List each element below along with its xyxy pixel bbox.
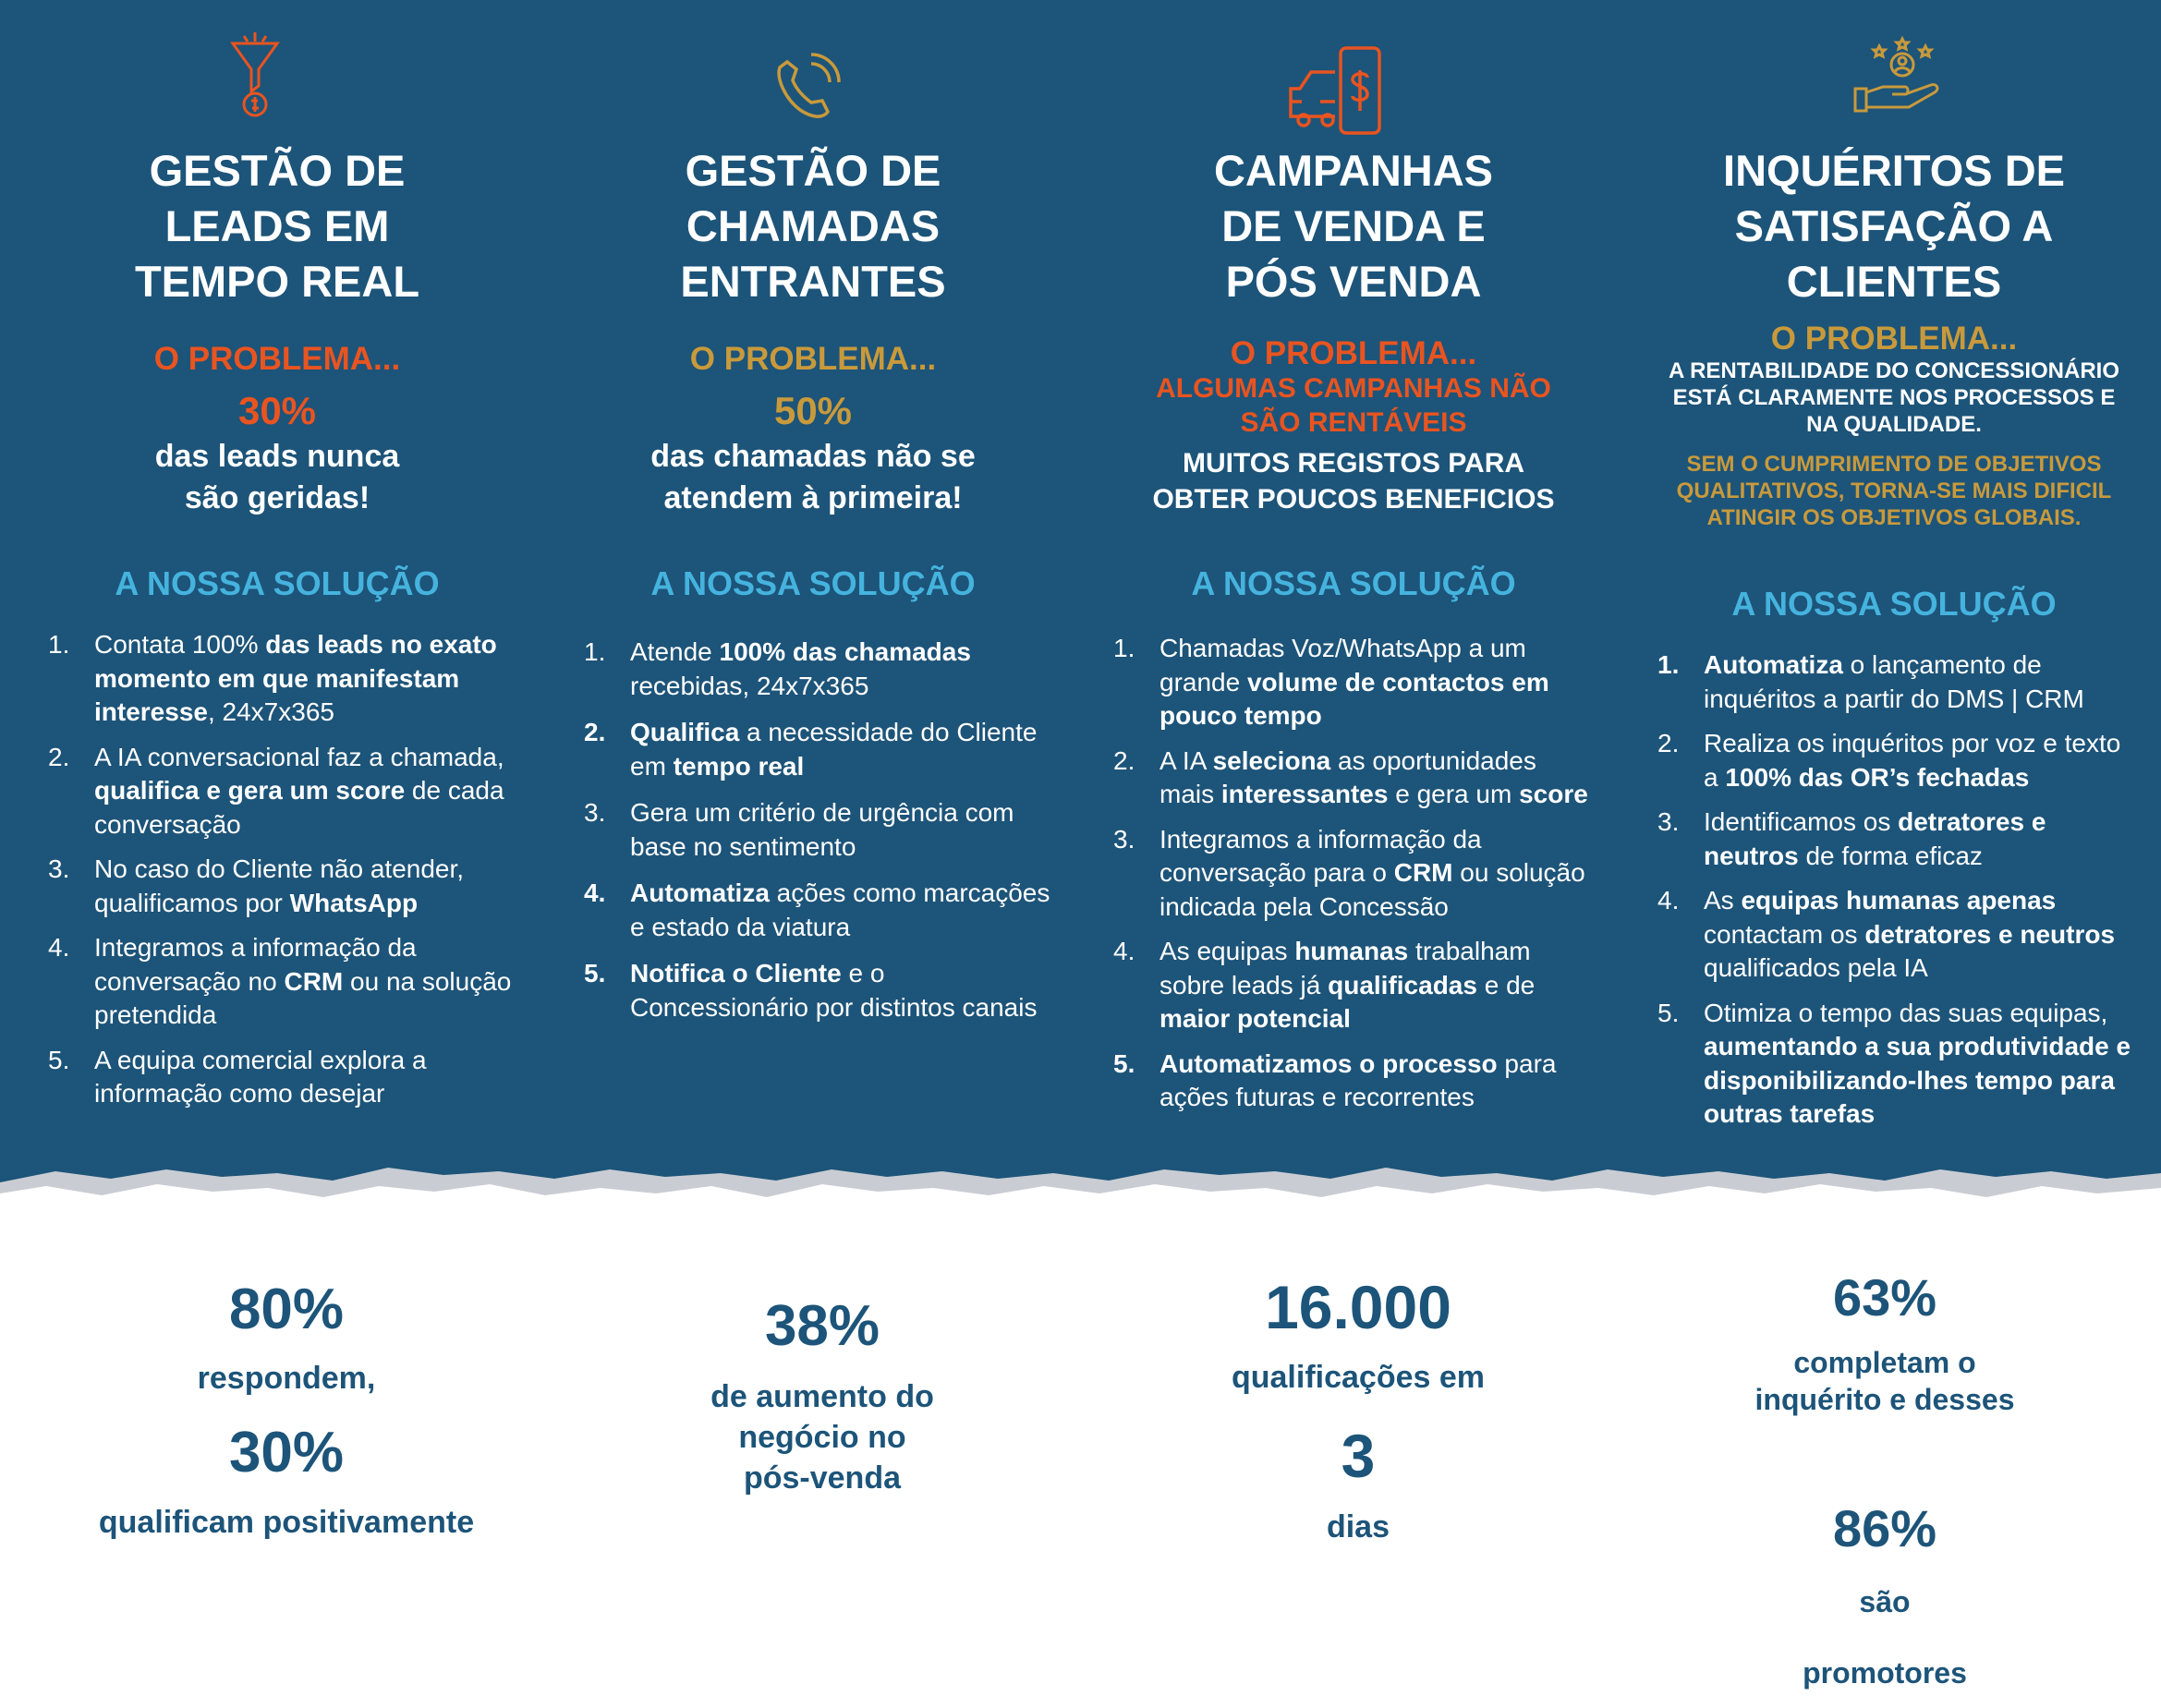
- solution-item-number: 1.: [1657, 650, 1680, 679]
- solution-heading: A NOSSA SOLUÇÃO: [1191, 564, 1516, 602]
- solution-item-text: Identificamos os detratores e neutros de forma eficaz: [1704, 807, 2046, 870]
- section-title: GESTÃO DE LEADS EM TEMPO REAL: [134, 146, 420, 306]
- solution-item-number: 5.: [48, 1045, 70, 1074]
- solution-item: [584, 796, 1064, 864]
- stat-label-secondary: qualificam positivamente: [98, 1505, 475, 1540]
- problem-label: O PROBLEMA...: [689, 341, 937, 377]
- solution-item-number: 3.: [1113, 824, 1135, 854]
- solution-item-number: 4.: [48, 933, 70, 962]
- solution-item-text: Gera um critério de urgência com base no sentimento: [630, 798, 1014, 861]
- solution-list: [48, 628, 528, 1111]
- hand-rating-icon: [1851, 37, 1953, 117]
- problem-percent: 50%: [773, 389, 853, 432]
- solution-item-number: 3.: [1657, 807, 1680, 836]
- stat-percent: 63%: [1832, 1268, 1937, 1326]
- problem-label: O PROBLEMA...: [1770, 321, 2018, 357]
- column-leads: [37, 0, 517, 1201]
- funnel-money-icon: [227, 32, 283, 125]
- solution-item-text: As equipas humanas apenas contactam os detratores e neutros qualificados pela IA: [1704, 886, 2116, 982]
- solution-item-text: A IA seleciona as oportunidades mais interessantes e gera um score: [1159, 745, 1588, 808]
- problem-text: MUITOS REGISTOS PARA OBTER POUCOS BENEFICIOS: [1152, 448, 1555, 515]
- solution-item-number: 2.: [1113, 745, 1135, 775]
- solution-item-text: A IA conversacional faz a chamada, qualifica e gera um score de cada conversação: [94, 742, 504, 839]
- stat-leads: [65, 1261, 508, 1558]
- solution-item: [48, 741, 528, 842]
- solution-item: [1113, 823, 1594, 925]
- problem-percent: 30%: [237, 389, 317, 432]
- solution-item: [48, 853, 528, 920]
- solution-item-number: 2.: [48, 742, 70, 771]
- column-calls: [573, 0, 1053, 1201]
- solution-item-number: 5.: [584, 959, 606, 987]
- solution-heading: A NOSSA SOLUÇÃO: [650, 564, 976, 602]
- solution-item-text: A equipa comercial explora a informação como desejar: [94, 1045, 427, 1108]
- solution-item-text: As equipas humanas trabalham sobre leads já qualificadas e de maior potencial: [1159, 937, 1536, 1033]
- solution-item-number: 2.: [584, 718, 606, 746]
- solution-heading: A NOSSA SOLUÇÃO: [115, 564, 440, 602]
- phone-call-icon: [769, 51, 843, 129]
- solution-item-text: Realiza os inquéritos por voz e texto a 100% das OR’s fechadas: [1704, 729, 2121, 792]
- solution-item-number: 3.: [584, 798, 606, 827]
- problem-text-highlight: SEM O CUMPRIMENTO DE OBJETIVOS QUALITATIVOS, TORNA-SE MAIS DIFICIL ATINGIR OS OBJETIVOS GLOBAIS.: [1676, 452, 2112, 530]
- solution-item: [48, 628, 528, 730]
- solution-item: [1657, 727, 2138, 794]
- solution-list: [1113, 632, 1594, 1115]
- stat-label: completam o inquérito e desses: [1754, 1346, 2015, 1416]
- solution-item-text: Atende 100% das chamadas recebidas, 24x7x365: [630, 637, 971, 700]
- section-title: GESTÃO DE CHAMADAS ENTRANTES: [680, 146, 946, 306]
- solution-item-number: 1.: [1113, 634, 1135, 662]
- column-surveys: [1654, 0, 2134, 1201]
- solution-item-text: Automatiza ações como marcações e estado da viatura: [630, 878, 1050, 941]
- car-phone-dollar-icon: [1287, 44, 1389, 141]
- solution-item: [1657, 806, 2138, 873]
- problem-subtitle: ALGUMAS CAMPANHAS NÃO SÃO RENTÁVEIS: [1156, 373, 1551, 438]
- column-campaigns: [1113, 0, 1594, 1201]
- solution-list: [584, 636, 1064, 1024]
- solution-item-text: No caso do Cliente não atender, qualificamos por WhatsApp: [94, 854, 465, 917]
- stat-calls: [601, 1277, 1044, 1515]
- stat-surveys: [1663, 1252, 2106, 1708]
- solution-item-number: 5.: [1113, 1048, 1135, 1078]
- stat-label-secondary: promotores: [1803, 1656, 1967, 1690]
- solution-item-number: 2.: [1657, 729, 1680, 757]
- problem-text: das leads nunca são geridas!: [154, 439, 400, 515]
- solution-item: [584, 636, 1064, 703]
- stat-percent-secondary: 86%: [1832, 1499, 1937, 1557]
- solution-item-number: 4.: [584, 878, 606, 907]
- solution-item: [1113, 1048, 1594, 1115]
- solution-item-text: Otimiza o tempo das suas equipas, aumentando a sua produtividade e disponibilizando-lhes tempo para outras tarefas: [1704, 998, 2131, 1128]
- solution-item: [48, 931, 528, 1033]
- solution-item-text: Integramos a informação da conversação no CRM ou na solução pretendida: [94, 933, 512, 1029]
- stat-percent: 38%: [764, 1294, 880, 1358]
- solution-item-number: 1.: [584, 637, 606, 666]
- solution-item-text: Integramos a informação da conversação para o CRM ou solução indicada pela Concessão: [1159, 824, 1585, 921]
- solution-item: [1113, 935, 1594, 1036]
- section-title: CAMPANHAS DE VENDA E PÓS VENDA: [1213, 146, 1493, 306]
- problem-label: O PROBLEMA...: [153, 341, 401, 377]
- solution-item-number: 5.: [1657, 998, 1680, 1027]
- solution-item: [584, 877, 1064, 944]
- stat-percent-suffix: são: [1859, 1585, 1911, 1618]
- solution-item-number: 4.: [1113, 937, 1135, 965]
- solution-item: [1113, 632, 1594, 733]
- solution-item: [1113, 745, 1594, 812]
- stat-label-secondary: dias: [1326, 1509, 1390, 1544]
- solution-item-text: Notifica o Cliente e o Concessionário por distintos canais: [630, 959, 1038, 1022]
- solution-item: [584, 716, 1064, 783]
- stat-label: de aumento do negócio no pós-venda: [710, 1379, 934, 1496]
- solution-item: [1657, 648, 2138, 716]
- solution-item-text: Automatiza o lançamento de inquéritos a partir do DMS | CRM: [1704, 650, 2084, 713]
- solution-item-number: 4.: [1657, 886, 1680, 915]
- problem-text: das chamadas não se atendem à primeira!: [650, 439, 976, 515]
- solution-item-text: Automatizamos o processo para ações futuras e recorrentes: [1159, 1048, 1557, 1111]
- solution-item: [1657, 884, 2138, 986]
- solution-item: [584, 957, 1064, 1024]
- solution-item-text: Qualifica a necessidade do Cliente em tempo real: [630, 718, 1038, 781]
- solution-item-text: Contata 100% das leads no exato momento em que manifestam interesse, 24x7x365: [94, 630, 497, 726]
- solution-item-text: Chamadas Voz/WhatsApp a um grande volume de contactos em pouco tempo: [1159, 634, 1549, 730]
- solution-item: [1657, 997, 2138, 1132]
- solution-item-number: 1.: [48, 630, 70, 659]
- stat-label: respondem,: [197, 1361, 376, 1396]
- solution-list: [1657, 648, 2138, 1132]
- solution-item: [48, 1044, 528, 1111]
- stat-campaigns: [1136, 1256, 1580, 1563]
- problem-label: O PROBLEMA...: [1230, 335, 1477, 371]
- section-title: INQUÉRITOS DE SATISFAÇÃO A CLIENTES: [1723, 146, 2065, 306]
- stat-percent-secondary: 3: [1341, 1422, 1376, 1490]
- stat-percent-secondary: 30%: [228, 1421, 345, 1484]
- solution-heading: A NOSSA SOLUÇÃO: [1731, 585, 2057, 623]
- stat-percent: 16.000: [1265, 1273, 1451, 1341]
- solution-item-number: 3.: [48, 854, 70, 883]
- stat-label: qualificações em: [1231, 1360, 1485, 1395]
- problem-text: A RENTABILIDADE DO CONCESSIONÁRIO ESTÁ CLARAMENTE NOS PROCESSOS E NA QUALIDADE.: [1668, 358, 2119, 437]
- stat-percent: 80%: [228, 1278, 345, 1341]
